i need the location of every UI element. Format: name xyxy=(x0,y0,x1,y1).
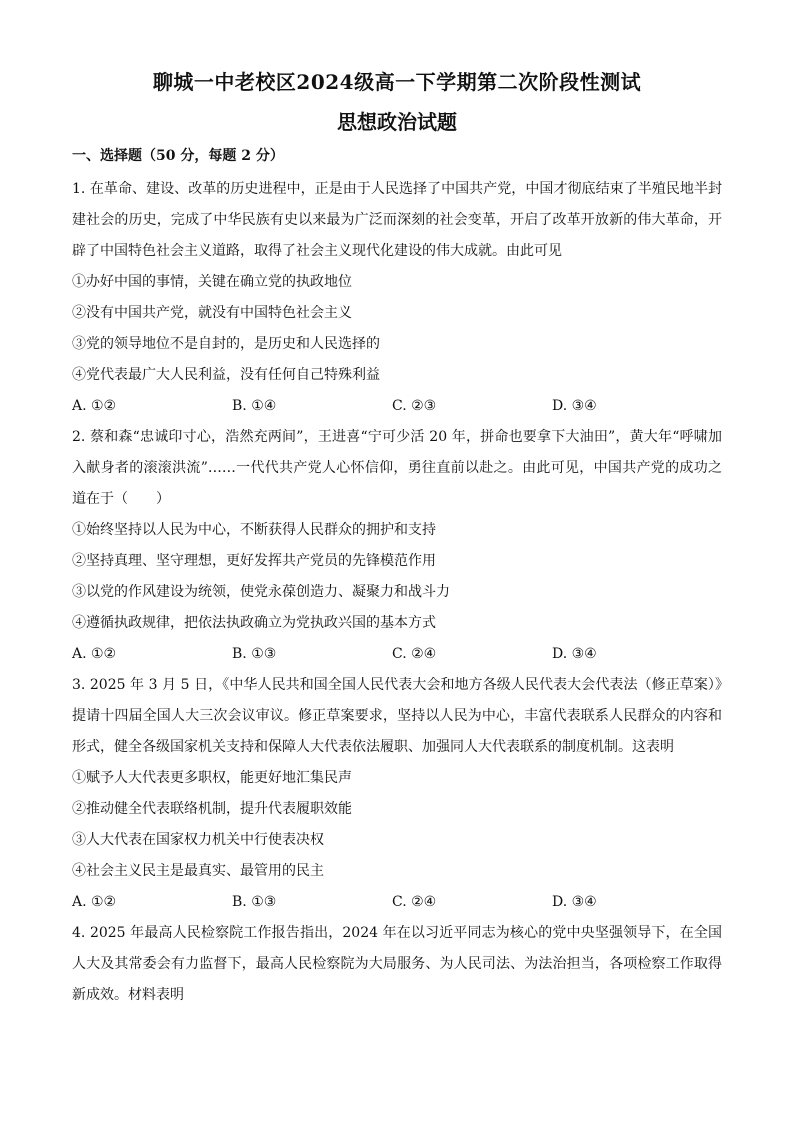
choice-b: B. ①④ xyxy=(232,398,277,414)
choice-d: D. ③④ xyxy=(552,894,597,910)
section-heading: 一、选择题（50 分，每题 2 分） xyxy=(72,148,284,164)
exam-subtitle: 思想政治试题 xyxy=(337,110,457,134)
statement-option: ②推动健全代表联络机制，提升代表履职效能 xyxy=(72,801,352,817)
statement-option: ④社会主义民主是最真实、最管用的民主 xyxy=(72,863,324,879)
answer-choices xyxy=(72,887,722,918)
statement-option: ①赋予人大代表更多职权，能更好地汇集民声 xyxy=(72,770,352,786)
choice-a: A. ①② xyxy=(72,894,117,910)
statement-option: ③人大代表在国家权力机关中行使表决权 xyxy=(72,832,324,848)
choice-c: C. ②④ xyxy=(392,894,437,910)
choice-a: A. ①② xyxy=(72,646,117,662)
statement-option: ②坚持真理、坚守理想，更好发挥共产党员的先锋模范作用 xyxy=(72,553,436,569)
question-stem: 4. 2025 年最高人民检察院工作报告指出，2024 年在以习近平同志为核心的党中央坚强领导下，在全国人大及其常委会有力监督下，最高人民检察院为大局服务、为人民司法、为法治担当，各项检察工作取得新成效。材料表明 xyxy=(72,925,722,1003)
statement-option: ④遵循执政规律，把依法执政确立为党执政兴国的基本方式 xyxy=(72,615,436,631)
choice-d: D. ③④ xyxy=(552,646,597,662)
question-2 xyxy=(72,422,722,670)
statement-option: ③党的领导地位不是自封的，是历史和人民选择的 xyxy=(72,336,380,352)
answer-choices xyxy=(72,639,722,670)
statement-option: ④党代表最广大人民利益，没有任何自己特殊利益 xyxy=(72,367,380,383)
choice-d: D. ③④ xyxy=(552,398,597,414)
question-1 xyxy=(72,174,722,422)
exam-title: 聊城一中老校区2024级高一下学期第二次阶段性测试 xyxy=(152,70,642,94)
question-stem: 2. 蔡和森“忠诚印寸心，浩然充两间”，王进喜“宁可少活 20 年，拼命也要拿下大油田”，黄大年“呼啸加入献身者的滚滚洪流”……一代代共产党人心怀信仰，勇往直前以赴之。由此可见，中国共产党的成功之道在于（ ） xyxy=(72,429,722,507)
statement-option: ①始终坚持以人民为中心，不断获得人民群众的拥护和支持 xyxy=(72,522,436,538)
answer-choices xyxy=(72,391,722,422)
choice-b: B. ①③ xyxy=(232,894,277,910)
statement-option: ①办好中国的事情，关键在确立党的执政地位 xyxy=(72,274,352,290)
statement-option: ③以党的作风建设为统领，使党永葆创造力、凝聚力和战斗力 xyxy=(72,584,450,600)
choice-a: A. ①② xyxy=(72,398,117,414)
choice-c: C. ②③ xyxy=(392,398,437,414)
choice-c: C. ②④ xyxy=(392,646,437,662)
choice-b: B. ①③ xyxy=(232,646,277,662)
question-stem: 3. 2025 年 3 月 5 日，《中华人民共和国全国人民代表大会和地方各级人民代表大会代表法（修正草案）》提请十四届全国人大三次会议审议。修正草案要求，坚持以人民为中心，丰富代表联系人民群众的内容和形式，健全各级国家机关支持和保障人大代表依法履职、加强同人大代表联系的制度机制。这表明 xyxy=(72,677,722,755)
question-stem: 1. 在革命、建设、改革的历史进程中，正是由于人民选择了中国共产党，中国才彻底结束了半殖民地半封建社会的历史，完成了中华民族有史以来最为广泛而深刻的社会变革，开启了改革开放新的伟大革命，开辟了中国特色社会主义道路，取得了社会主义现代化建设的伟大成就。由此可见 xyxy=(72,181,722,259)
question-4 xyxy=(72,918,722,1011)
statement-option: ②没有中国共产党，就没有中国特色社会主义 xyxy=(72,305,352,321)
question-3 xyxy=(72,670,722,918)
